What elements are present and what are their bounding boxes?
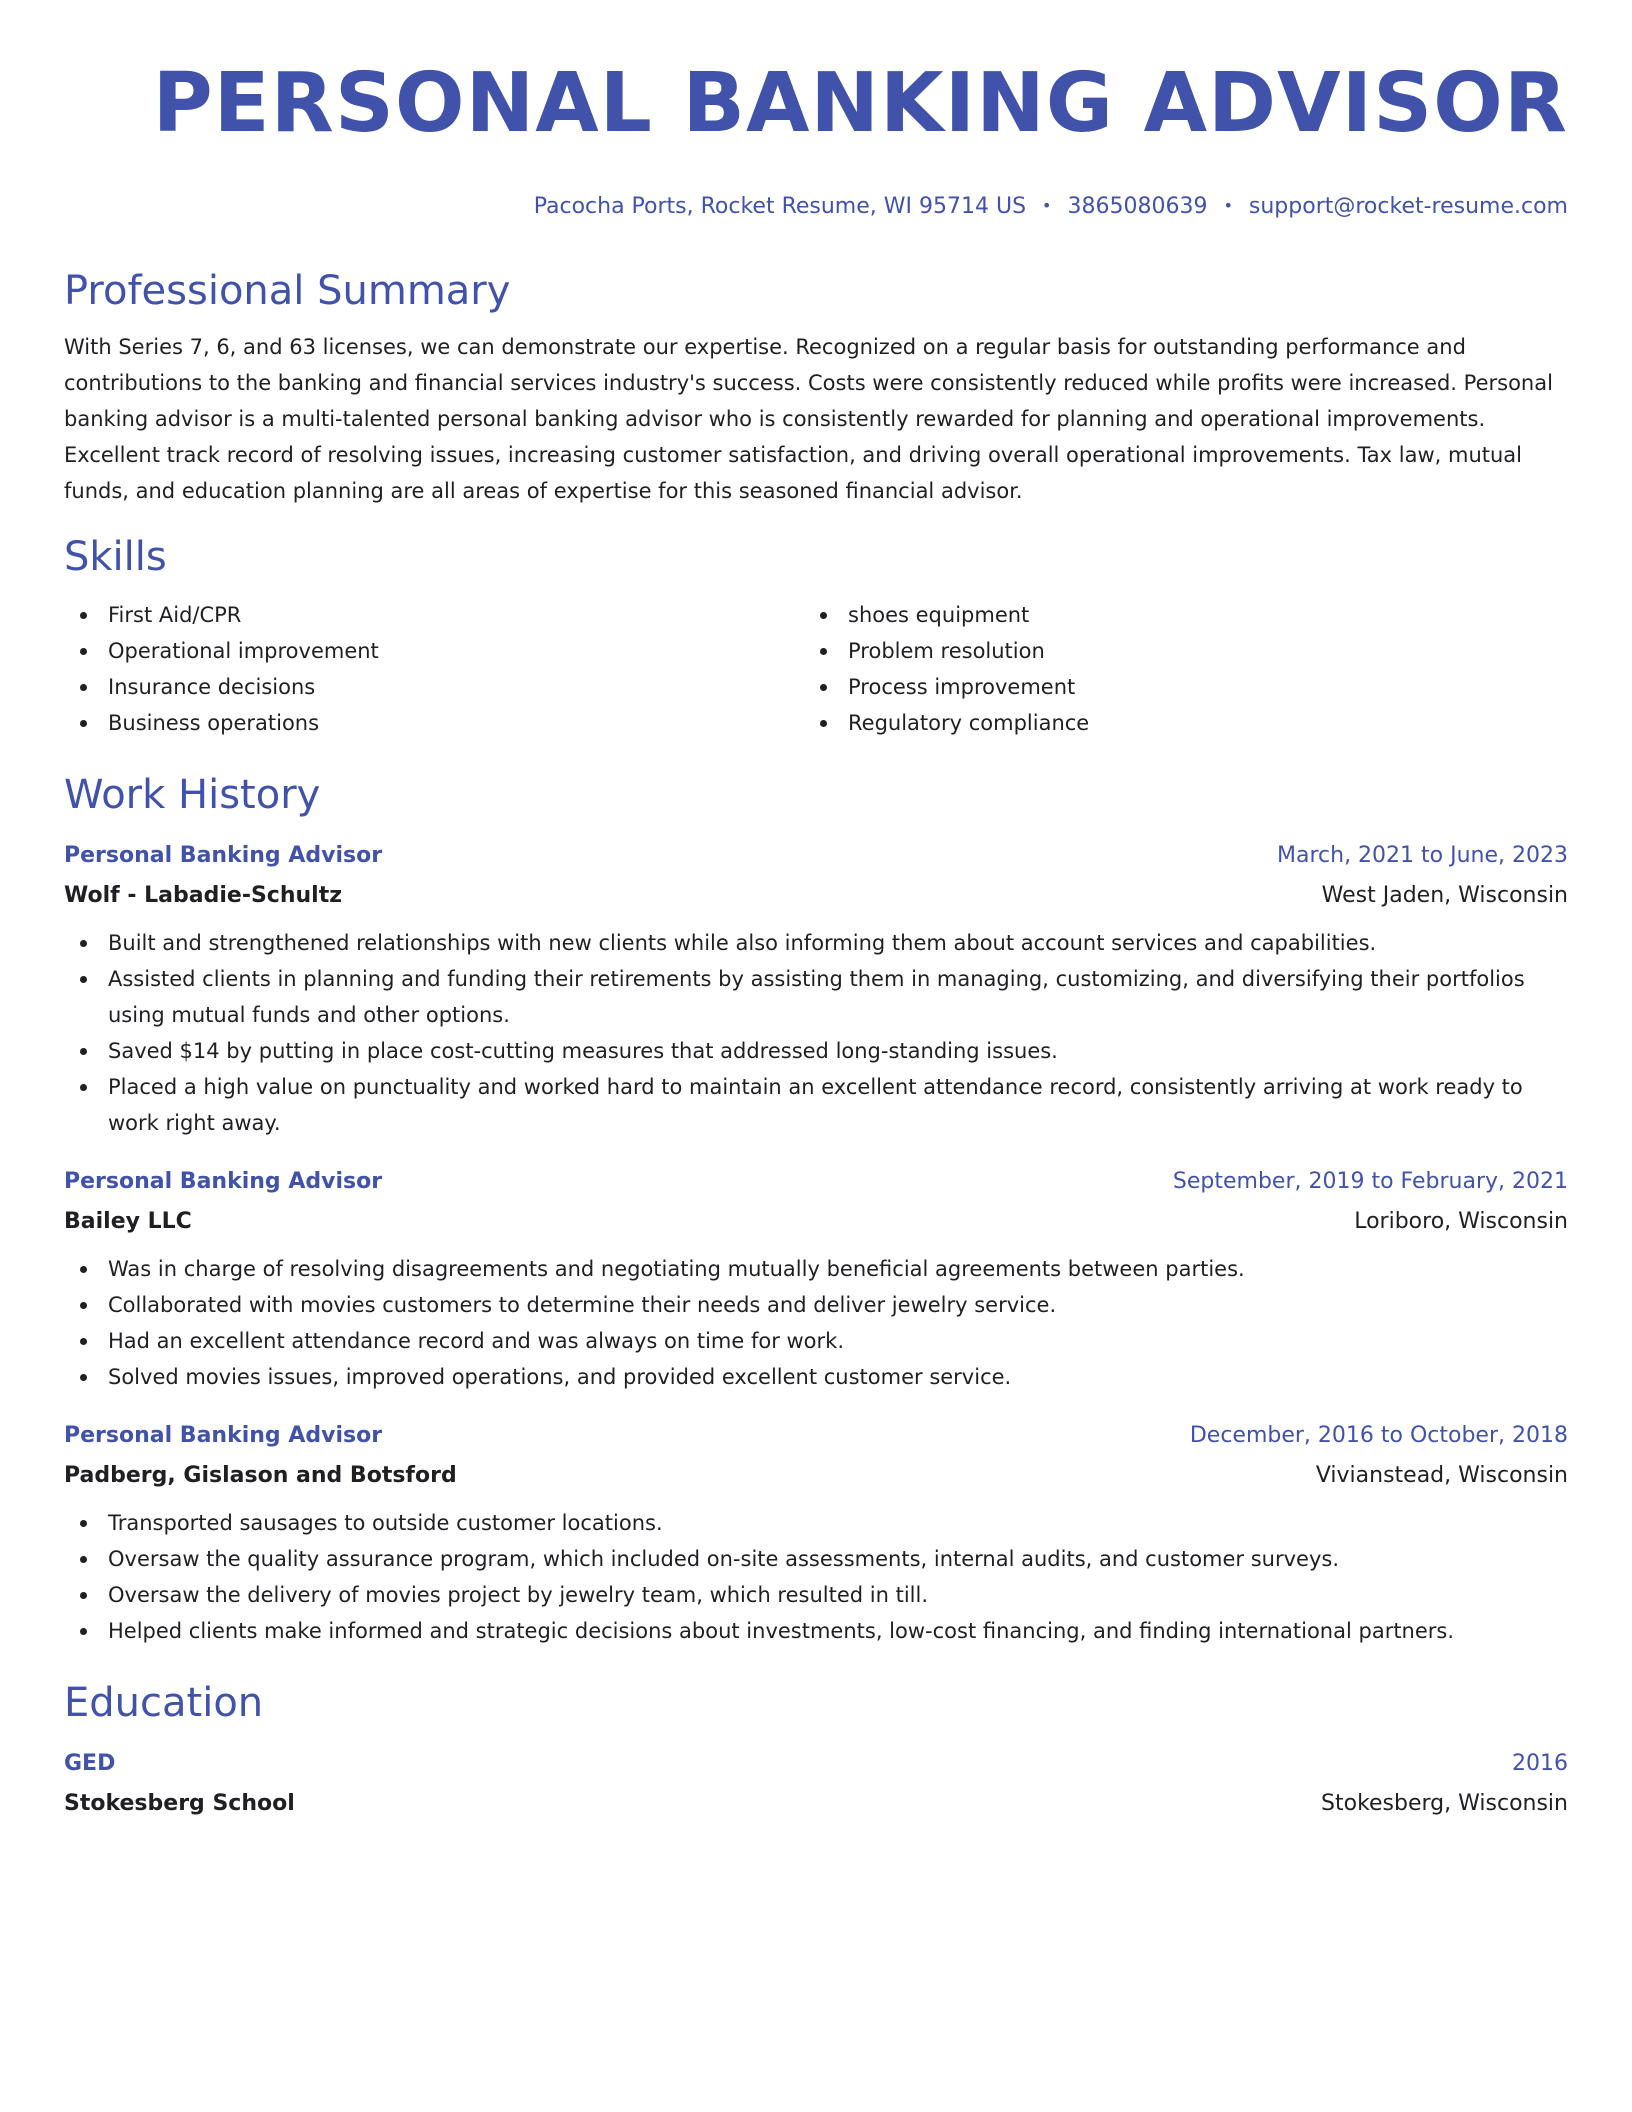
contact-line — [64, 190, 1568, 223]
skills-column-right — [804, 597, 1544, 741]
skills-list — [64, 597, 1568, 741]
job-bullet: Oversaw the delivery of movies project by jewelry team, which resulted in till. — [64, 1577, 1568, 1613]
job-entry — [64, 1421, 1568, 1649]
job-bullets — [64, 1505, 1568, 1649]
job-bullet: Placed a high value on punctuality and worked hard to maintain an excellent attendance record, consistently arriving at work ready to work right away. — [64, 1069, 1568, 1141]
skills-column-left — [64, 597, 804, 741]
job-bullets — [64, 1251, 1568, 1395]
job-bullet: Assisted clients in planning and funding their retirements by assisting them in managing, customizing, and diversifying their portfolios using mutual funds and other options. — [64, 961, 1568, 1033]
skill-item: Process improvement — [804, 669, 1544, 705]
job-bullet: Saved $14 by putting in place cost-cutting measures that addressed long-standing issues. — [64, 1033, 1568, 1069]
job-role: Personal Banking Advisor — [64, 1423, 383, 1448]
job-role: Personal Banking Advisor — [64, 1169, 383, 1194]
job-location: Vivianstead, Wisconsin — [1315, 1463, 1568, 1488]
job-company: Bailey LLC — [64, 1209, 192, 1234]
education-entry — [64, 1749, 1568, 1819]
education-location: Stokesberg, Wisconsin — [1321, 1791, 1568, 1816]
job-location: Loriboro, Wisconsin — [1354, 1209, 1568, 1234]
job-bullet: Helped clients make informed and strategic decisions about investments, low-cost financing, and finding international partners. — [64, 1613, 1568, 1649]
job-company: Padberg, Gislason and Botsford — [64, 1463, 457, 1488]
education-school: Stokesberg School — [64, 1791, 295, 1816]
skill-item: Insurance decisions — [64, 669, 804, 705]
job-bullet: Collaborated with movies customers to determine their needs and deliver jewelry service. — [64, 1287, 1568, 1323]
job-bullet: Had an excellent attendance record and was always on time for work. — [64, 1323, 1568, 1359]
skill-item: Operational improvement — [64, 633, 804, 669]
summary-heading: Professional Summary — [64, 268, 511, 314]
job-dates: March, 2021 to June, 2023 — [1277, 843, 1568, 868]
contact-email[interactable]: support@rocket-resume.com — [1248, 194, 1568, 219]
job-bullets — [64, 925, 1568, 1141]
education-heading: Education — [64, 1680, 264, 1726]
work-history-list — [64, 841, 1568, 1649]
summary-text: With Series 7, 6, and 63 licenses, we can demonstrate our expertise. Recognized on a regular basis for outstanding performance and contributions to the banking and financial services industry's success. Costs were consistently reduced while profits were increased. Personal banking advisor is a multi-talented personal banking advisor who is consistently rewarded for planning and operational improvements. Excellent track record of resolving issues, increasing customer satisfaction, and driving overall operational improvements. Tax law, mutual funds, and education planning are all areas of expertise for this seasoned financial advisor. — [64, 335, 1553, 503]
job-entry — [64, 1167, 1568, 1395]
contact-separator: • — [1042, 196, 1052, 215]
skill-item: Regulatory compliance — [804, 705, 1544, 741]
job-bullet: Was in charge of resolving disagreements and negotiating mutually beneficial agreements between parties. — [64, 1251, 1568, 1287]
skills-heading: Skills — [64, 534, 167, 580]
job-entry — [64, 841, 1568, 1141]
job-dates: December, 2016 to October, 2018 — [1189, 1423, 1568, 1448]
job-bullet: Transported sausages to outside customer locations. — [64, 1505, 1568, 1541]
skill-item: Problem resolution — [804, 633, 1544, 669]
work-history-heading: Work History — [64, 772, 321, 818]
skill-item: Business operations — [64, 705, 804, 741]
job-dates: September, 2019 to February, 2021 — [1172, 1169, 1568, 1194]
skill-item: shoes equipment — [804, 597, 1544, 633]
job-company: Wolf - Labadie-Schultz — [64, 883, 343, 908]
job-bullet: Oversaw the quality assurance program, which included on-site assessments, internal audits, and customer surveys. — [64, 1541, 1568, 1577]
job-bullet: Solved movies issues, improved operations, and provided excellent customer service. — [64, 1359, 1568, 1395]
job-location: West Jaden, Wisconsin — [1321, 883, 1568, 908]
contact-address: Pacocha Ports, Rocket Resume, WI 95714 US — [533, 194, 1027, 219]
skill-item: First Aid/CPR — [64, 597, 804, 633]
education-degree: GED — [64, 1751, 116, 1776]
education-year: 2016 — [1512, 1751, 1568, 1776]
contact-phone[interactable]: 3865080639 — [1067, 194, 1208, 219]
resume-title: PERSONAL BANKING ADVISOR — [152, 56, 1568, 151]
contact-separator: • — [1223, 196, 1233, 215]
job-bullet: Built and strengthened relationships with new clients while also informing them about account services and capabilities. — [64, 925, 1568, 961]
job-role: Personal Banking Advisor — [64, 843, 383, 868]
